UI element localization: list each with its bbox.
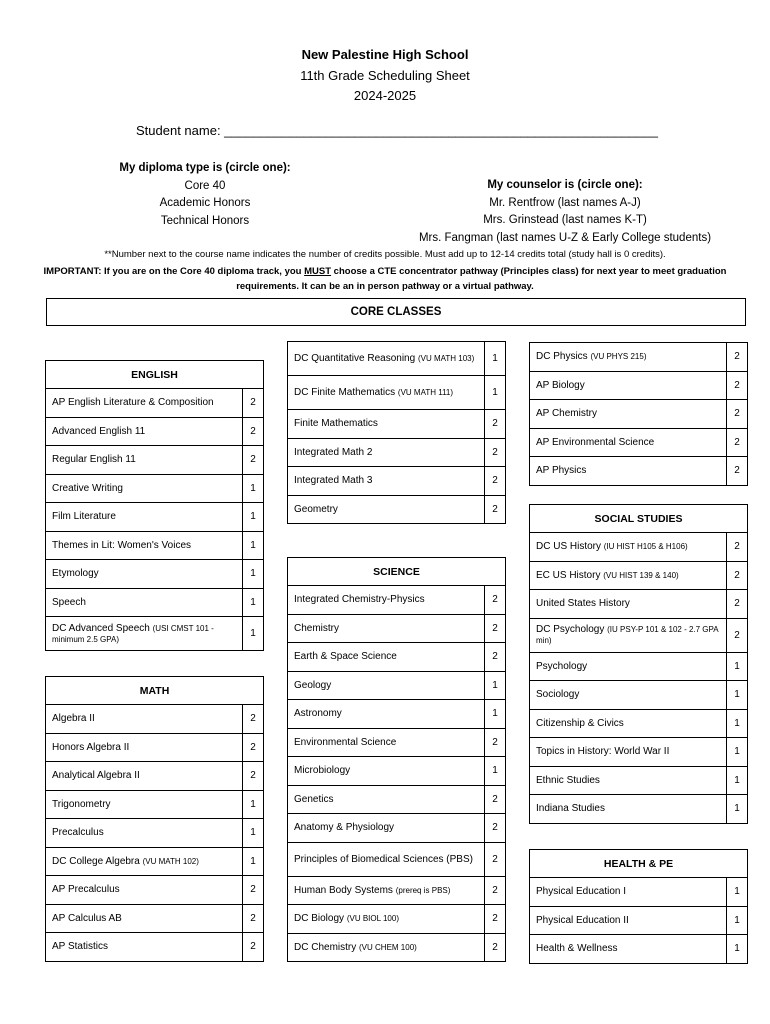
english-table (45, 360, 264, 651)
course-name: AP Chemistry (530, 400, 727, 429)
course-name: Earth & Space Science (288, 643, 485, 672)
course-row[interactable] (46, 762, 264, 791)
course-credits: 2 (485, 905, 506, 934)
course-row[interactable] (530, 935, 748, 964)
course-credits: 1 (727, 709, 748, 738)
course-name: Genetics (288, 785, 485, 814)
course-row[interactable] (46, 474, 264, 503)
course-name: AP Calculus AB (46, 904, 243, 933)
section-title: HEALTH & PE (530, 850, 748, 878)
course-credits: 1 (243, 560, 264, 589)
section-title: MATH (46, 677, 264, 705)
course-credits: 1 (243, 819, 264, 848)
course-name: United States History (530, 590, 727, 619)
credits-note: **Number next to the course name indicates the number of credits possible. Must add up to 12-14 credits total (study hall is 0 credits). (104, 249, 666, 260)
course-name: Creative Writing (46, 474, 243, 503)
course-row[interactable] (530, 343, 748, 372)
course-credits: 2 (243, 705, 264, 734)
math-continued-table (287, 341, 506, 524)
course-name: Etymology (46, 560, 243, 589)
course-row[interactable] (530, 878, 748, 907)
course-row[interactable] (288, 376, 506, 410)
course-row[interactable] (530, 457, 748, 486)
course-row[interactable] (530, 681, 748, 710)
social-studies-table (529, 504, 748, 824)
course-row[interactable] (530, 618, 748, 652)
course-note: (IU PSY-P 101 & 102 - 2.7 GPA min) (536, 625, 719, 645)
course-credits: 1 (243, 847, 264, 876)
course-row[interactable] (530, 795, 748, 824)
course-row[interactable] (46, 617, 264, 651)
course-name: Citizenship & Civics (530, 709, 727, 738)
course-credits: 1 (727, 652, 748, 681)
course-row[interactable] (288, 586, 506, 615)
course-row[interactable] (288, 467, 506, 496)
course-credits: 2 (485, 728, 506, 757)
course-credits: 1 (727, 681, 748, 710)
course-name: DC Quantitative Reasoning (VU MATH 103) (288, 342, 485, 376)
course-credits: 2 (727, 457, 748, 486)
course-credits: 2 (485, 410, 506, 439)
course-credits: 2 (727, 533, 748, 562)
course-credits: 2 (485, 876, 506, 905)
course-row[interactable] (288, 671, 506, 700)
course-credits: 2 (727, 428, 748, 457)
course-credits: 1 (485, 757, 506, 786)
course-credits: 2 (485, 643, 506, 672)
course-name: AP Physics (530, 457, 727, 486)
course-row[interactable] (530, 428, 748, 457)
course-row[interactable] (46, 705, 264, 734)
course-credits: 2 (727, 561, 748, 590)
course-note: (VU MATH 103) (417, 354, 475, 363)
course-row[interactable] (46, 904, 264, 933)
course-credits: 2 (243, 904, 264, 933)
course-row[interactable] (530, 906, 748, 935)
course-row[interactable] (288, 643, 506, 672)
course-note: (VU MATH 102) (142, 856, 199, 866)
course-credits: 2 (485, 842, 506, 876)
math-table (45, 676, 264, 962)
course-row[interactable] (288, 785, 506, 814)
course-row[interactable] (530, 652, 748, 681)
sheet-title: 11th Grade Scheduling Sheet (300, 68, 470, 83)
course-name: Astronomy (288, 700, 485, 729)
course-credits: 1 (485, 700, 506, 729)
course-name: DC Advanced Speech (USI CMST 101 - minimum 2.5 GPA) (46, 617, 243, 651)
course-name: Integrated Math 3 (288, 467, 485, 496)
course-row[interactable] (288, 876, 506, 905)
course-row[interactable] (46, 560, 264, 589)
course-name: Geology (288, 671, 485, 700)
course-credits: 1 (243, 588, 264, 617)
course-name: Topics in History: World War II (530, 738, 727, 767)
counselor-option[interactable]: Mr. Rentfrow (last names A-J) (489, 196, 641, 209)
course-credits: 2 (485, 467, 506, 496)
course-row[interactable] (530, 766, 748, 795)
course-credits: 2 (243, 762, 264, 791)
course-name: Precalculus (46, 819, 243, 848)
course-row[interactable] (530, 400, 748, 429)
course-row[interactable] (46, 588, 264, 617)
course-credits: 2 (243, 389, 264, 418)
course-name: Human Body Systems (prereq is PBS) (288, 876, 485, 905)
school-year: 2024-2025 (353, 88, 417, 103)
course-credits: 2 (243, 733, 264, 762)
course-name: DC US History (IU HIST H105 & H106) (530, 533, 727, 562)
counselor-option[interactable]: Mrs. Grinstead (last names K-T) (483, 214, 647, 226)
course-name: Algebra II (46, 705, 243, 734)
course-name: Physical Education II (530, 906, 727, 935)
course-credits: 1 (485, 671, 506, 700)
course-note: (VU CHEM 100) (359, 942, 417, 952)
course-note: (VU PHYS 215) (590, 352, 647, 362)
course-credits: 2 (485, 586, 506, 615)
course-name: DC Finite Mathematics (VU MATH 111) (288, 376, 485, 410)
course-name: Integrated Math 2 (288, 438, 485, 467)
course-row[interactable] (530, 533, 748, 562)
course-row[interactable] (288, 728, 506, 757)
course-credits: 2 (485, 495, 506, 524)
course-name: AP English Literature & Composition (46, 389, 243, 418)
course-name: DC Biology (VU BIOL 100) (288, 905, 485, 934)
core-classes-header: CORE CLASSES (46, 298, 746, 326)
course-name: Health & Wellness (530, 935, 727, 964)
course-name: Finite Mathematics (288, 410, 485, 439)
course-name: Geometry (288, 495, 485, 524)
course-row[interactable] (288, 342, 506, 376)
course-row[interactable] (46, 876, 264, 905)
counselor-option[interactable]: Mrs. Fangman (last names U-Z & Early College students) (418, 231, 712, 244)
course-note: (USI CMST 101 - minimum 2.5 GPA) (52, 623, 214, 644)
course-row[interactable] (288, 814, 506, 843)
course-row[interactable] (46, 847, 264, 876)
course-row[interactable] (288, 700, 506, 729)
course-row[interactable] (288, 905, 506, 934)
course-name: Sociology (530, 681, 727, 710)
diploma-option[interactable]: Academic Honors (159, 197, 251, 209)
course-credits: 1 (727, 795, 748, 824)
course-row[interactable] (46, 790, 264, 819)
diploma-heading: My diploma type is (circle one): (119, 162, 291, 174)
course-note: (VU MATH 111) (397, 388, 454, 397)
course-name: Film Literature (46, 503, 243, 532)
course-credits: 1 (243, 531, 264, 560)
course-credits: 2 (727, 371, 748, 400)
course-credits: 1 (243, 474, 264, 503)
course-name: Anatomy & Physiology (288, 814, 485, 843)
counselor-section (410, 177, 720, 247)
course-name: Regular English 11 (46, 446, 243, 475)
course-credits: 2 (727, 618, 748, 652)
diploma-option[interactable]: Core 40 (184, 179, 226, 192)
important-note: IMPORTANT: If you are on the Core 40 diploma track, you MUST choose a CTE concentrator pathway (Principles class) for next year to meet graduation requirements. It can be an in person pathway or a virtual pathway. (43, 266, 727, 292)
course-name: Trigonometry (46, 790, 243, 819)
course-name: Indiana Studies (530, 795, 727, 824)
course-credits: 1 (727, 935, 748, 964)
course-name: Analytical Algebra II (46, 762, 243, 791)
course-credits: 1 (243, 790, 264, 819)
course-credits: 1 (485, 376, 506, 410)
health-pe-table (529, 849, 748, 964)
section-title: SOCIAL STUDIES (530, 505, 748, 533)
course-credits: 2 (727, 590, 748, 619)
diploma-type-section (90, 160, 320, 230)
course-credits: 2 (243, 876, 264, 905)
course-name: DC Psychology (IU PSY-P 101 & 102 - 2.7 GPA min) (530, 618, 727, 652)
course-row[interactable] (46, 733, 264, 762)
course-name: DC College Algebra (VU MATH 102) (46, 847, 243, 876)
course-note: (VU BIOL 100) (346, 914, 399, 924)
course-name: AP Biology (530, 371, 727, 400)
course-name: Speech (46, 588, 243, 617)
course-credits: 1 (727, 878, 748, 907)
course-credits: 2 (485, 814, 506, 843)
school-name: New Palestine High School (301, 47, 469, 62)
course-credits: 2 (485, 785, 506, 814)
course-row[interactable] (46, 531, 264, 560)
course-name: AP Environmental Science (530, 428, 727, 457)
course-credits: 2 (727, 343, 748, 372)
section-title: SCIENCE (288, 558, 506, 586)
course-row[interactable] (288, 933, 506, 962)
course-credits: 2 (243, 933, 264, 962)
course-credits: 2 (485, 438, 506, 467)
course-name: Advanced English 11 (46, 417, 243, 446)
course-row[interactable] (46, 446, 264, 475)
course-note: (prereq is PBS) (395, 885, 451, 895)
course-name: Physical Education I (530, 878, 727, 907)
course-row[interactable] (530, 590, 748, 619)
course-row[interactable] (530, 738, 748, 767)
course-name: Microbiology (288, 757, 485, 786)
course-row[interactable] (46, 933, 264, 962)
course-name: Psychology (530, 652, 727, 681)
science-table (287, 557, 506, 962)
course-row[interactable] (288, 495, 506, 524)
course-note: (IU HIST H105 & H106) (603, 542, 688, 552)
course-row[interactable] (46, 819, 264, 848)
course-row[interactable] (530, 709, 748, 738)
course-row[interactable] (46, 503, 264, 532)
course-row[interactable] (288, 438, 506, 467)
course-credits: 2 (485, 614, 506, 643)
course-row[interactable] (288, 757, 506, 786)
course-note: (VU HIST 139 & 140) (603, 570, 679, 580)
course-name: AP Precalculus (46, 876, 243, 905)
course-name: Honors Algebra II (46, 733, 243, 762)
course-row[interactable] (530, 371, 748, 400)
counselor-heading: My counselor is (circle one): (487, 179, 643, 191)
course-row[interactable] (46, 389, 264, 418)
science-continued-table (529, 342, 748, 486)
course-row[interactable] (530, 561, 748, 590)
diploma-option[interactable]: Technical Honors (160, 214, 250, 227)
course-row[interactable] (46, 417, 264, 446)
course-credits: 1 (243, 503, 264, 532)
course-name: DC Physics (VU PHYS 215) (530, 343, 727, 372)
course-row[interactable] (288, 842, 506, 876)
course-credits: 1 (485, 342, 506, 376)
course-credits: 1 (727, 738, 748, 767)
course-credits: 2 (243, 417, 264, 446)
course-name: Chemistry (288, 614, 485, 643)
course-credits: 2 (727, 400, 748, 429)
course-credits: 1 (243, 617, 264, 651)
course-credits: 1 (727, 906, 748, 935)
course-name: Ethnic Studies (530, 766, 727, 795)
section-title: ENGLISH (46, 361, 264, 389)
course-credits: 1 (727, 766, 748, 795)
course-name: DC Chemistry (VU CHEM 100) (288, 933, 485, 962)
course-name: EC US History (VU HIST 139 & 140) (530, 561, 727, 590)
course-row[interactable] (288, 614, 506, 643)
course-name: AP Statistics (46, 933, 243, 962)
course-credits: 2 (243, 446, 264, 475)
student-name-field[interactable]: Student name: ____________________________________________________________ (136, 123, 658, 138)
course-row[interactable] (288, 410, 506, 439)
course-name: Integrated Chemistry-Physics (288, 586, 485, 615)
course-credits: 2 (485, 933, 506, 962)
course-name: Themes in Lit: Women's Voices (46, 531, 243, 560)
course-name: Environmental Science (288, 728, 485, 757)
course-name: Principles of Biomedical Sciences (PBS) (288, 842, 485, 876)
